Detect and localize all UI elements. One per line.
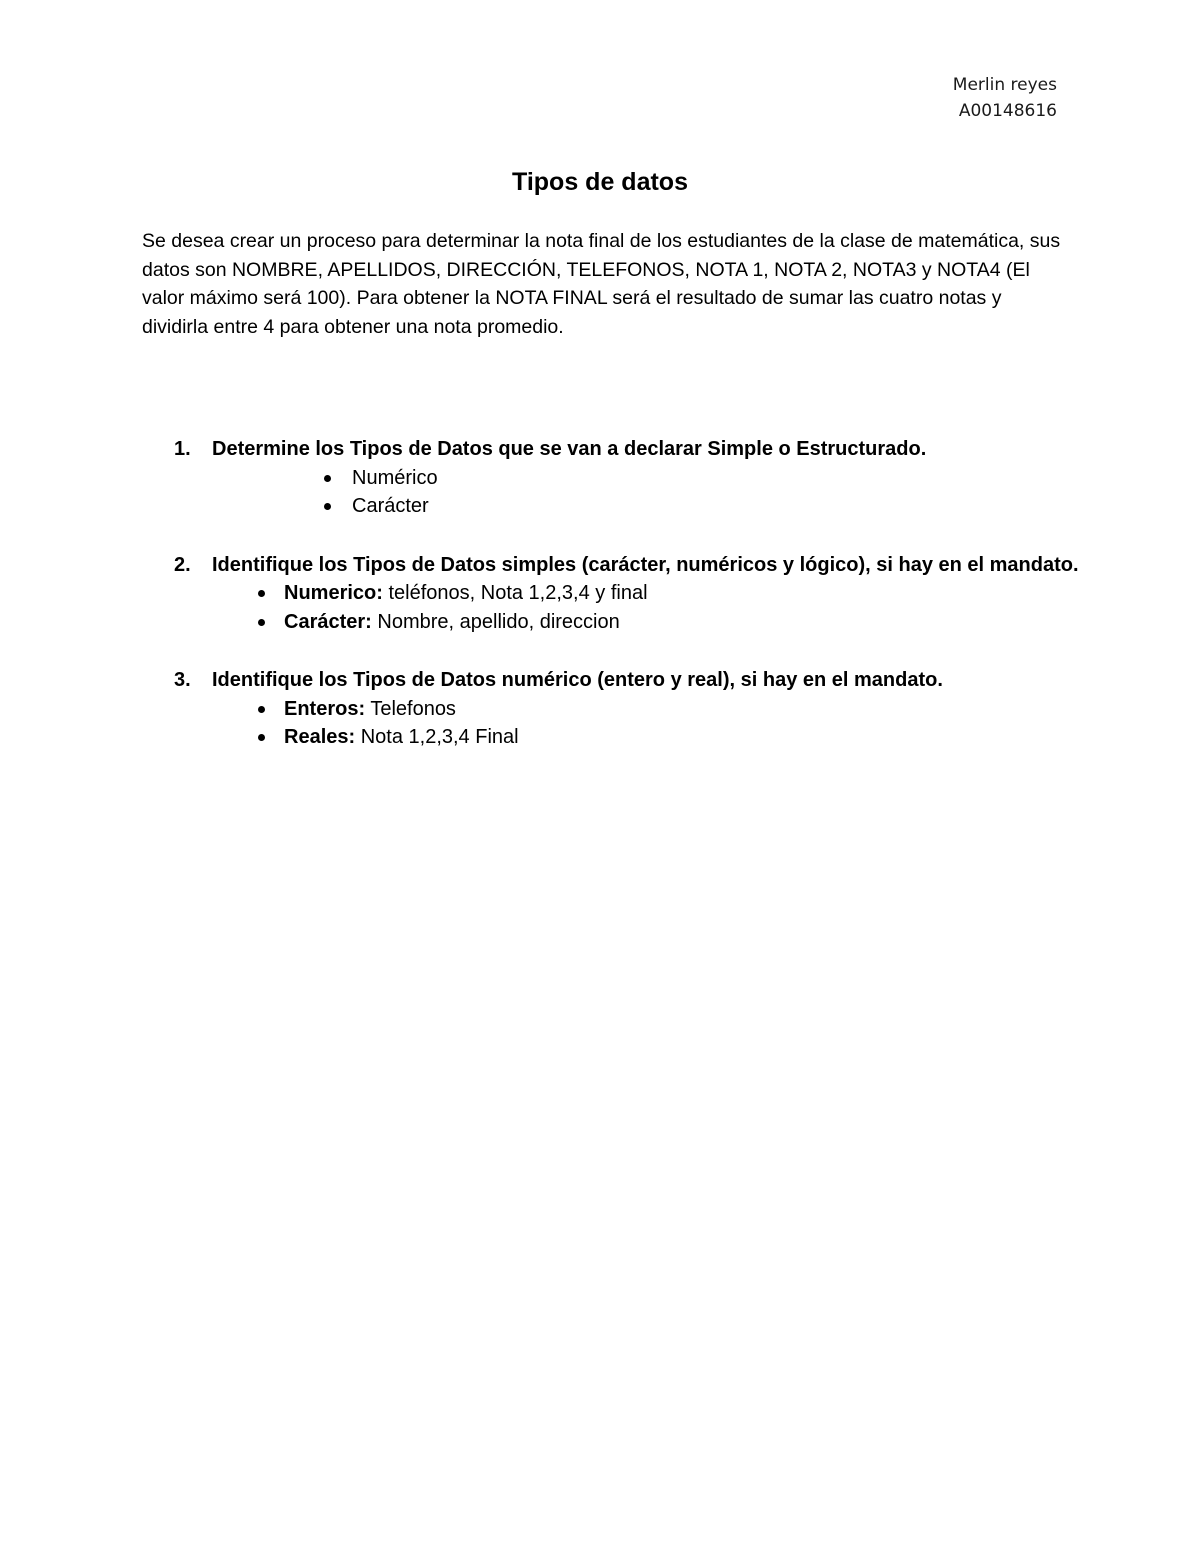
question-number: 2. [174, 553, 191, 576]
bullet-icon [258, 619, 265, 626]
answer-value: teléfonos, Nota 1,2,3,4 y final [382, 582, 648, 604]
answer-item [212, 579, 1082, 608]
question-1 [142, 435, 1082, 521]
answer-item [212, 723, 1082, 752]
document-title: Tipos de datos [512, 168, 688, 196]
answer-label: Carácter: [284, 610, 372, 633]
answer-item [212, 695, 1082, 724]
bullet-icon [324, 475, 331, 482]
answer-value: Nota 1,2,3,4 Final [355, 726, 519, 748]
question-text: Identifique los Tipos de Datos simples (carácter, numéricos y lógico), si hay en el mandato. [212, 553, 1079, 576]
answer-value: Carácter [352, 495, 429, 517]
answer-item [212, 492, 1082, 521]
question-list [142, 435, 1082, 782]
answer-value: Numérico [352, 466, 438, 489]
bullet-icon [258, 706, 265, 713]
bullet-icon [258, 734, 265, 741]
answer-label: Reales: [284, 726, 356, 748]
answer-list [212, 464, 1082, 521]
question-text: Determine los Tipos de Datos que se van a declarar Simple o Estructurado. [212, 438, 927, 460]
answer-item [212, 464, 1082, 493]
question-number: 3. [174, 669, 191, 691]
question-number: 1. [174, 438, 191, 460]
answer-item [212, 608, 1082, 637]
header-block [953, 72, 1057, 124]
answer-label: Numerico: [284, 582, 383, 604]
question-text: Identifique los Tipos de Datos numérico (entero y real), si hay en el mandato. [212, 669, 943, 691]
answer-label: Enteros: [284, 697, 366, 720]
answer-value: Nombre, apellido, direccion [371, 610, 620, 633]
question-3 [142, 666, 1082, 752]
answer-list [212, 579, 1082, 636]
question-2 [142, 551, 1082, 637]
answer-value: Telefonos [365, 697, 456, 720]
answer-list [212, 695, 1082, 752]
student-id: A00148616 [958, 101, 1057, 121]
intro-paragraph: Se desea crear un proceso para determinar la nota final de los estudiantes de la clase de matemática, sus datos son NOMBRE, APELLIDOS, DIRECCIÓN, TELEFONOS, NOTA 1, NOTA 2, NOTA3 y NOTA4 (El valor máximo será 100). Para obtener la NOTA FINAL será el resultado de sumar las cuatro notas y dividirla entre 4 para obtener una nota promedio. [142, 230, 1061, 338]
author-name: Merlin reyes [952, 75, 1057, 95]
bullet-icon [258, 590, 265, 597]
bullet-icon [324, 503, 331, 510]
